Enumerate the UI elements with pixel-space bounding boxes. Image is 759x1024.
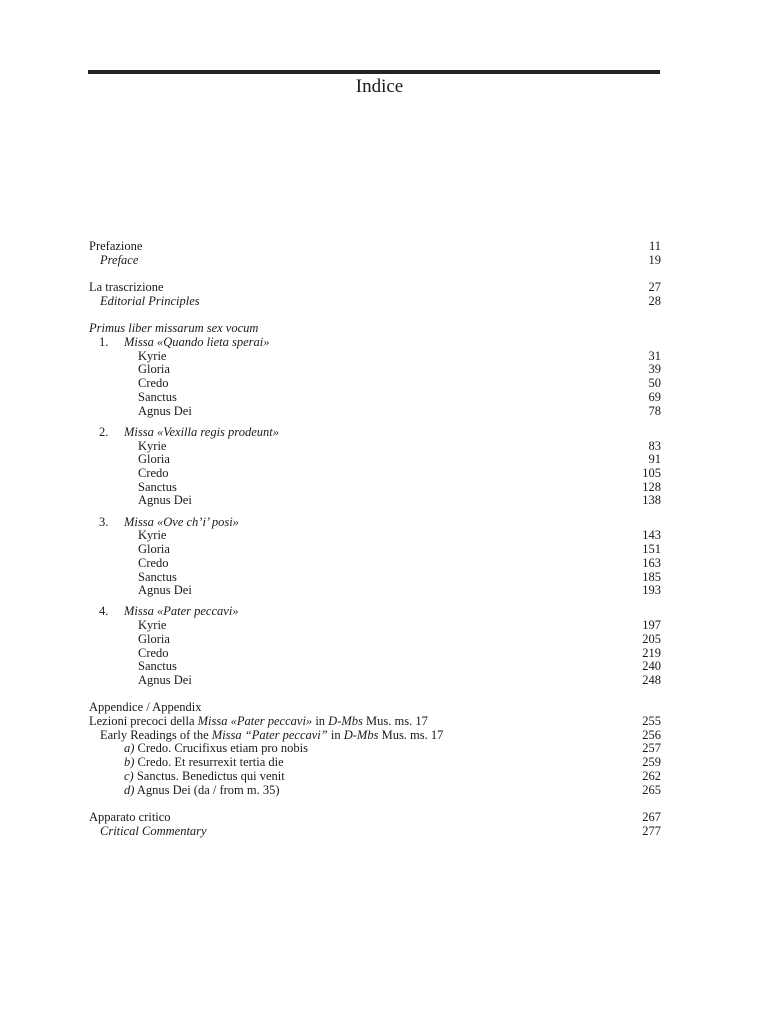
toc-entry-prefazione[interactable] xyxy=(0,239,759,253)
entry-page: 19 xyxy=(648,253,661,267)
entry-label: Early Readings of the Missa “Pater peccavi” in D-Mbs Mus. ms. 17 xyxy=(100,728,444,742)
movement-label: Gloria xyxy=(138,542,170,556)
movement-page: 91 xyxy=(648,452,661,466)
page-title: Indice xyxy=(355,76,404,97)
toc-entry-early-readings[interactable] xyxy=(0,728,759,742)
movement-label: Kyrie xyxy=(138,349,167,363)
toc-entry-preface[interactable] xyxy=(0,253,759,267)
movement-label: Agnus Dei xyxy=(138,583,192,597)
mass-number: 2. xyxy=(99,425,109,439)
entry-label: Lezioni precoci della Missa «Pater peccavi» in D-Mbs Mus. ms. 17 xyxy=(89,714,428,728)
appendix-title: Appendice / Appendix xyxy=(89,700,202,714)
toc-entry-critical-commentary[interactable] xyxy=(0,824,759,838)
movement-label: Kyrie xyxy=(138,439,167,453)
movement-page: 219 xyxy=(642,646,661,660)
movement-page: 240 xyxy=(642,659,661,673)
movement-label: Sanctus xyxy=(138,480,177,494)
mass-number: 1. xyxy=(99,335,109,349)
toc-appendix-heading xyxy=(0,700,759,714)
toc-appendix-item[interactable] xyxy=(0,741,759,755)
toc-movement-entry[interactable] xyxy=(0,390,759,404)
movement-page: 83 xyxy=(648,439,661,453)
entry-label: c) Sanctus. Benedictus qui venit xyxy=(124,769,285,783)
entry-page: 267 xyxy=(642,810,661,824)
toc-mass-heading[interactable] xyxy=(0,425,759,439)
toc-appendix-item[interactable] xyxy=(0,755,759,769)
movement-page: 31 xyxy=(648,349,661,363)
movement-page: 69 xyxy=(648,390,661,404)
toc-entry-apparato-critico[interactable] xyxy=(0,810,759,824)
movement-label: Kyrie xyxy=(138,528,167,542)
movement-page: 185 xyxy=(642,570,661,584)
mass-number: 4. xyxy=(99,604,109,618)
movement-page: 197 xyxy=(642,618,661,632)
entry-page: 277 xyxy=(642,824,661,838)
movement-label: Sanctus xyxy=(138,659,177,673)
entry-page: 28 xyxy=(648,294,661,308)
toc-book-heading xyxy=(0,321,759,335)
mass-number: 3. xyxy=(99,515,109,529)
movement-page: 248 xyxy=(642,673,661,687)
toc-movement-entry[interactable] xyxy=(0,542,759,556)
mass-title: Missa «Ove ch’i’ posi» xyxy=(124,515,239,529)
movement-label: Gloria xyxy=(138,452,170,466)
toc-appendix-item[interactable] xyxy=(0,769,759,783)
movement-label: Gloria xyxy=(138,632,170,646)
movement-page: 143 xyxy=(642,528,661,542)
movement-label: Credo xyxy=(138,556,169,570)
movement-page: 50 xyxy=(648,376,661,390)
toc-movement-entry[interactable] xyxy=(0,556,759,570)
toc-movement-entry[interactable] xyxy=(0,439,759,453)
toc-movement-entry[interactable] xyxy=(0,583,759,597)
entry-page: 265 xyxy=(642,783,661,797)
mass-title: Missa «Pater peccavi» xyxy=(124,604,239,618)
mass-title: Missa «Vexilla regis prodeunt» xyxy=(124,425,279,439)
toc-movement-entry[interactable] xyxy=(0,632,759,646)
toc-movement-entry[interactable] xyxy=(0,376,759,390)
toc-appendix-item[interactable] xyxy=(0,783,759,797)
toc-mass-heading[interactable] xyxy=(0,335,759,349)
movement-label: Agnus Dei xyxy=(138,493,192,507)
movement-page: 193 xyxy=(642,583,661,597)
toc-mass-heading[interactable] xyxy=(0,604,759,618)
movement-page: 105 xyxy=(642,466,661,480)
toc-movement-entry[interactable] xyxy=(0,570,759,584)
movement-label: Credo xyxy=(138,646,169,660)
toc-movement-entry[interactable] xyxy=(0,480,759,494)
entry-page: 255 xyxy=(642,714,661,728)
toc-movement-entry[interactable] xyxy=(0,466,759,480)
toc-movement-entry[interactable] xyxy=(0,646,759,660)
movement-label: Credo xyxy=(138,376,169,390)
toc-movement-entry[interactable] xyxy=(0,659,759,673)
entry-label: b) Credo. Et resurrexit tertia die xyxy=(124,755,284,769)
entry-page: 256 xyxy=(642,728,661,742)
movement-page: 78 xyxy=(648,404,661,418)
movement-label: Agnus Dei xyxy=(138,673,192,687)
toc-movement-entry[interactable] xyxy=(0,493,759,507)
mass-title: Missa «Quando lieta sperai» xyxy=(124,335,270,349)
entry-label: La trascrizione xyxy=(89,280,164,294)
toc-movement-entry[interactable] xyxy=(0,349,759,363)
entry-page: 11 xyxy=(648,239,661,253)
entry-page: 262 xyxy=(642,769,661,783)
movement-page: 205 xyxy=(642,632,661,646)
entry-label: Editorial Principles xyxy=(100,294,200,308)
movement-page: 151 xyxy=(642,542,661,556)
toc-movement-entry[interactable] xyxy=(0,404,759,418)
toc-movement-entry[interactable] xyxy=(0,528,759,542)
movement-label: Agnus Dei xyxy=(138,404,192,418)
entry-label: Prefazione xyxy=(89,239,143,253)
toc-entry-editorial-principles[interactable] xyxy=(0,294,759,308)
toc-mass-heading[interactable] xyxy=(0,515,759,529)
movement-page: 138 xyxy=(642,493,661,507)
movement-page: 128 xyxy=(642,480,661,494)
header-rule xyxy=(88,70,660,74)
entry-label: d) Agnus Dei (da / from m. 35) xyxy=(124,783,280,797)
movement-page: 39 xyxy=(648,362,661,376)
entry-label: Preface xyxy=(100,253,139,267)
movement-label: Kyrie xyxy=(138,618,167,632)
entry-page: 257 xyxy=(642,741,661,755)
toc-movement-entry[interactable] xyxy=(0,362,759,376)
toc-entry-trascrizione[interactable] xyxy=(0,280,759,294)
movement-label: Gloria xyxy=(138,362,170,376)
entry-label: Critical Commentary xyxy=(100,824,207,838)
toc-movement-entry[interactable] xyxy=(0,618,759,632)
book-title: Primus liber missarum sex vocum xyxy=(89,321,259,335)
movement-page: 163 xyxy=(642,556,661,570)
movement-label: Sanctus xyxy=(138,570,177,584)
toc-movement-entry[interactable] xyxy=(0,673,759,687)
entry-label: a) Credo. Crucifixus etiam pro nobis xyxy=(124,741,309,755)
toc-entry-lezioni-precoci[interactable] xyxy=(0,714,759,728)
movement-label: Sanctus xyxy=(138,390,177,404)
movement-label: Credo xyxy=(138,466,169,480)
entry-page: 27 xyxy=(648,280,661,294)
entry-label: Apparato critico xyxy=(89,810,171,824)
toc-movement-entry[interactable] xyxy=(0,452,759,466)
entry-page: 259 xyxy=(642,755,661,769)
